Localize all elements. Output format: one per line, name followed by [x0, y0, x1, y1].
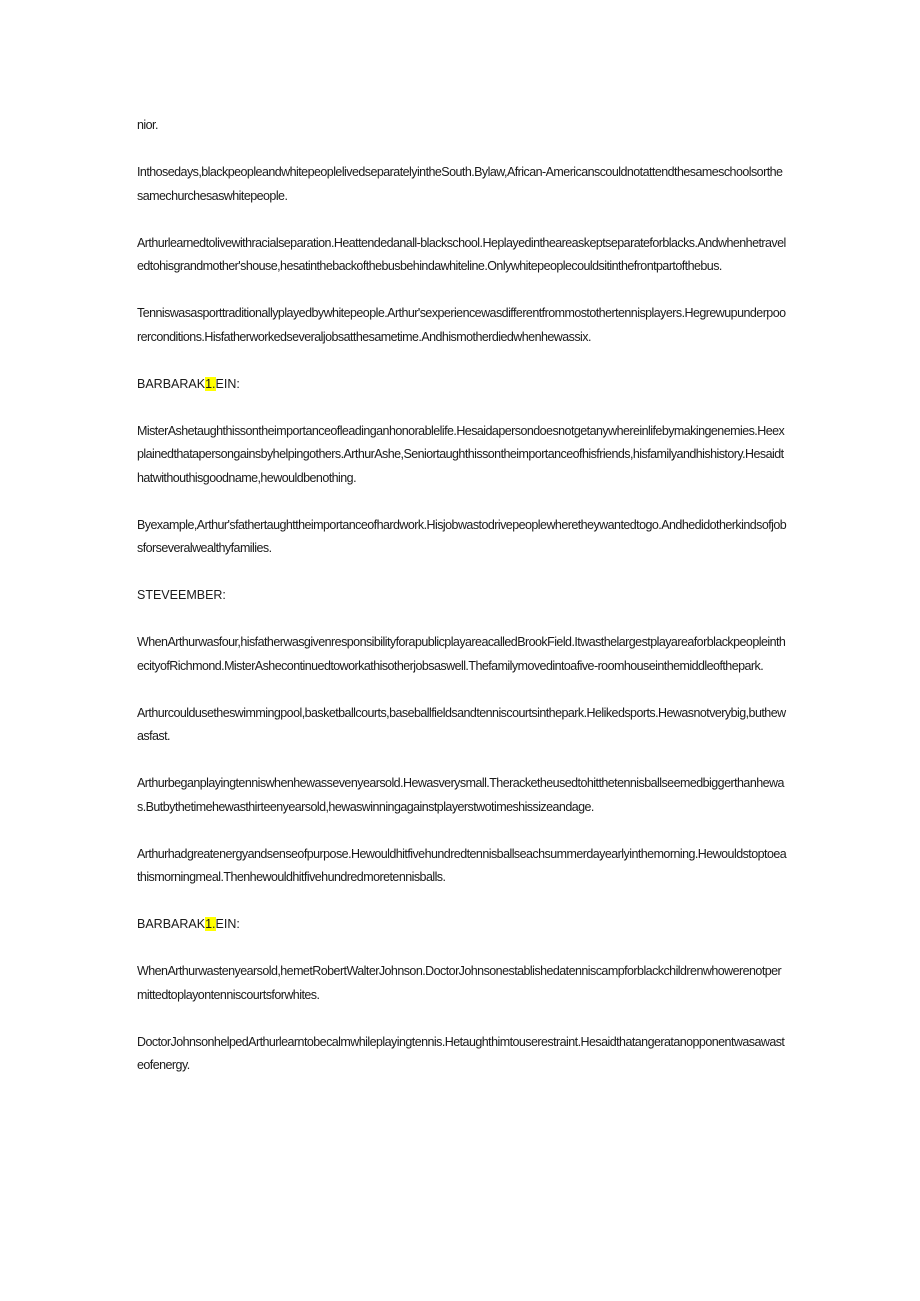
paragraph-6: Byexample,Arthur'sfathertaughttheimportanceofhardwork.Hisjobwastodrivepeoplewheretheywantedtogo.Andhedidotherkindsofjobsforseveralwealthyfamilies.: [137, 517, 787, 555]
paragraph-12: DoctorJohnsonhelpedArthurlearntobecalmwhileplayingtennis.Hetaughthimtouserestraint.Hesaidthatangeratanopponentwasawasteofenergy.: [137, 1034, 785, 1072]
paragraph-1: nior.: [137, 118, 158, 132]
highlighted-text: 1.: [205, 376, 216, 391]
speaker-name-part: BARBARAK: [137, 917, 206, 931]
speaker-label-1: [137, 373, 787, 397]
paragraph-10: Arthurhadgreatenergyandsenseofpurpose.Hewouldhitfivehundredtennisballseachsummerdayearlyinthemorning.Hewouldstoptoeathismorningmeal.Thenhewouldhitfivehundredmoretennisballs.: [137, 846, 787, 884]
document-body: [137, 114, 787, 1101]
paragraph-8: Arthurcouldusetheswimmingpool,basketballcourts,baseballfieldsandtenniscourtsinthepark.Helikedsports.Hewasnotverybig,buthewasfast.: [137, 705, 786, 743]
paragraph-4: Tenniswasasporttraditionallyplayedbywhitepeople.Arthur'sexperiencewasdifferentfrommostothertennisplayers.Hegrewupunderpoorerconditions.Hisfatherworkedseveraljobsatthesametime.Andhismotherdiedwhenhewassix.: [137, 306, 786, 344]
paragraph-5: MisterAshetaughthissontheimportanceofleadinganhonorablelife.Hesaidapersondoesnotgetanywhereinlifebymakingenemies.Heexplainedthatapersongainsbyhelpingothers.ArthurAshe,Seniortaughthissontheimportanceofhisfriends,hisfamilyandhishistory.Hesaidthatwithouthisgoodname,hewouldbenothing.: [137, 423, 785, 485]
speaker-name-part: STEVEEMBER:: [137, 588, 226, 602]
speaker-name-part: EIN:: [215, 376, 240, 391]
paragraph-7: WhenArthurwasfour,hisfatherwasgivenresponsibilityforapublicplayareacalledBrookField.ItwasthelargestplayareaforblackpeopleinthecityofRichmond.MisterAshecontinuedtoworkathisotherjobsaswell.Thefamilymovedintoafive-roomhouseinthemiddleofthepark.: [137, 635, 786, 673]
paragraph-9: Arthurbeganplayingtenniswhenhewassevenyearsold.Hewasverysmall.Theracketheusedtohitthetennisballseemedbiggerthanhewas.Butbythetimehewasthirteenyearsold,hewaswinningagainstplayerstwotimeshissizeandage.: [137, 776, 784, 814]
paragraph-3: Arthurlearnedtolivewithracialseparation.Heattendedanall-blackschool.Heplayedintheareaskeptseparateforblacks.Andwhenhetraveledtohisgrandmother'shouse,hesatinthebackofthebusbehindawhiteline.Onlywhitepeoplecouldsitinthefrontpartofthebus.: [137, 235, 786, 273]
paragraph-2: Inthosedays,blackpeopleandwhitepeoplelivedseparatelyintheSouth.Bylaw,African-Americanscouldnotattendthesameschoolsorthesamechurchesaswhitepeople.: [137, 165, 783, 203]
paragraph-11: WhenArthurwastenyearsold,hemetRobertWalterJohnson.DoctorJohnsonestablishedatenniscampforblackchildrenwhowerenotpermittedtoplayontenniscourtsforwhites.: [137, 964, 782, 1002]
speaker-name-part: EIN:: [215, 917, 240, 931]
speaker-label-3: [137, 913, 787, 937]
speaker-label-2: [137, 584, 787, 608]
highlighted-text: 1.: [205, 917, 216, 931]
speaker-name-part: BARBARAK: [137, 376, 206, 391]
